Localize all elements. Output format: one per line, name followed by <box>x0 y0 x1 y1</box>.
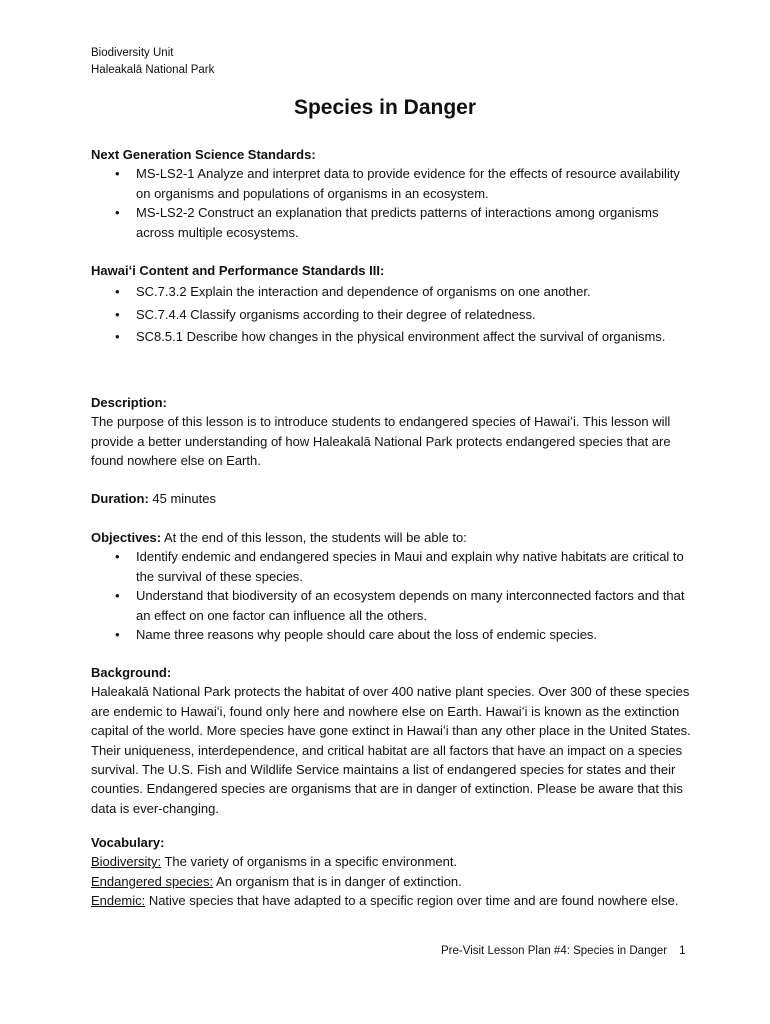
list-item: • Name three reasons why people should care about the loss of endemic species. <box>91 625 691 644</box>
vocabulary-heading: Vocabulary: <box>91 835 165 850</box>
description-section <box>91 393 691 471</box>
duration-label: Duration: <box>91 491 149 506</box>
list-item: • MS-LS2-1 Analyze and interpret data to provide evidence for the effects of resource availability on organisms and populations of organisms in an ecosystem. <box>91 164 691 203</box>
vocab-entry <box>91 852 691 871</box>
hawaii-standards-heading: Hawaiʻi Content and Performance Standards III: <box>91 263 385 278</box>
ngss-section <box>91 145 691 242</box>
vocab-term: Biodiversity: <box>91 854 162 870</box>
page-header <box>91 45 214 79</box>
page-footer <box>441 945 686 957</box>
vocabulary-section <box>91 833 691 911</box>
list-item: • Identify endemic and endangered species in Maui and explain why native habitats are critical to the survival of these species. <box>91 547 691 586</box>
page-number: 1 <box>679 945 686 957</box>
list-item: • SC.7.3.2 Explain the interaction and dependence of organisms on one another. <box>91 282 691 301</box>
hawaii-standards-list <box>91 282 691 346</box>
objectives-label: Objectives: <box>91 530 162 545</box>
vocab-definition: The variety of organisms in a specific environment. <box>161 854 458 870</box>
vocab-definition: An organism that is in danger of extinction. <box>213 873 462 889</box>
objectives-section <box>91 528 691 644</box>
vocab-term: Endemic: <box>91 893 146 909</box>
duration-section <box>91 489 691 508</box>
description-heading: Description: <box>91 395 167 410</box>
vocab-definition: Native species that have adapted to a specific region over time and are found nowhere else. <box>145 893 679 909</box>
vocab-term: Endangered species: <box>91 873 214 889</box>
vocab-entry <box>91 891 691 910</box>
page-title: Species in Danger <box>293 96 477 119</box>
ngss-heading: Next Generation Science Standards: <box>91 147 316 162</box>
background-heading: Background: <box>91 665 172 680</box>
background-section <box>91 663 691 818</box>
unit-name: Biodiversity Unit <box>91 47 174 59</box>
list-item: • Understand that biodiversity of an ecosystem depends on many interconnected factors and that an effect on one factor can influence all the others. <box>91 586 691 625</box>
duration-value: 45 minutes <box>148 491 216 506</box>
objectives-list <box>91 547 691 644</box>
park-name: Haleakalā National Park <box>91 64 215 76</box>
footer-text: Pre-Visit Lesson Plan #4: Species in Danger <box>441 945 668 957</box>
background-text: Haleakalā National Park protects the habitat of over 400 native plant species. Over 300 of these species are endemic to Hawaiʻi, found only here and nowhere else on Earth. Hawaiʻi is known as the extinction capital of the world. More species have gone extinct in Hawaiʻi than any other place in the United States. Their uniqueness, interdependence, and critical habitat are all factors that have an impact on a species survival. The U.S. Fish and Wildlife Service maintains a list of endangered species for states and their counties. Endangered species are organisms that are in danger of extinction. Please be aware that this data is ever-changing. <box>91 684 691 816</box>
description-text: The purpose of this lesson is to introduce students to endangered species of Hawaiʻi. This lesson will provide a better understanding of how Haleakalā National Park protects endangered species that are found nowhere else on Earth. <box>91 414 671 469</box>
vocab-entry <box>91 872 691 891</box>
objectives-intro: At the end of this lesson, the students will be able to: <box>161 530 467 545</box>
list-item: • SC8.5.1 Describe how changes in the physical environment affect the survival of organisms. <box>91 327 691 346</box>
list-item: • MS-LS2-2 Construct an explanation that predicts patterns of interactions among organisms across multiple ecosystems. <box>91 203 691 242</box>
list-item: • SC.7.4.4 Classify organisms according to their degree of relatedness. <box>91 305 691 324</box>
ngss-list <box>91 164 691 242</box>
hawaii-standards-section <box>91 261 691 350</box>
